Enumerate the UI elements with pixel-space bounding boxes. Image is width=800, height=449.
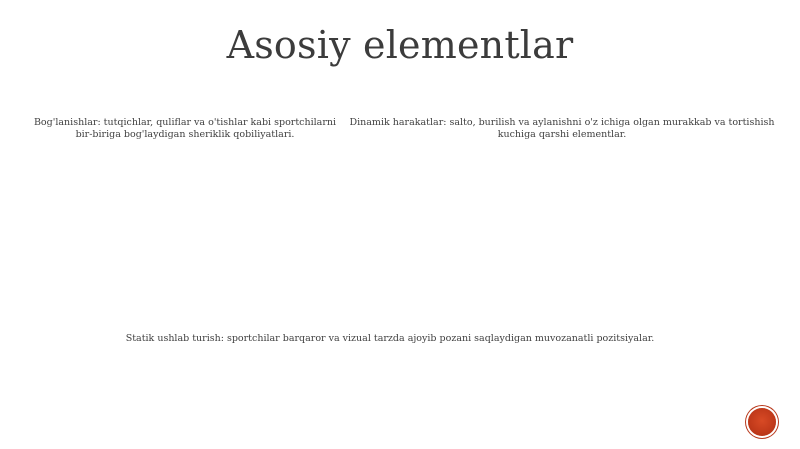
text-box-connections: Bog'lanishlar: tutqichlar, quliflar va o'tishlar kabi sportchilarni bir-biriga bog'laydigan sheriklik qobiliyatlari. — [33, 117, 337, 140]
text-box-static-holds: Statik ushlab turish: sportchilar barqaror va vizual tarzda ajoyib pozani saqlaydigan muvozanatli pozitsiyalar. — [125, 333, 655, 344]
nav-circle-icon[interactable] — [748, 408, 776, 436]
text-box-dynamic-moves: Dinamik harakatlar: salto, burilish va aylanishni o'z ichiga olgan murakkab va tortishish kuchiga qarshi elementlar. — [349, 117, 775, 140]
slide-title: Asosiy elementlar — [226, 23, 574, 67]
